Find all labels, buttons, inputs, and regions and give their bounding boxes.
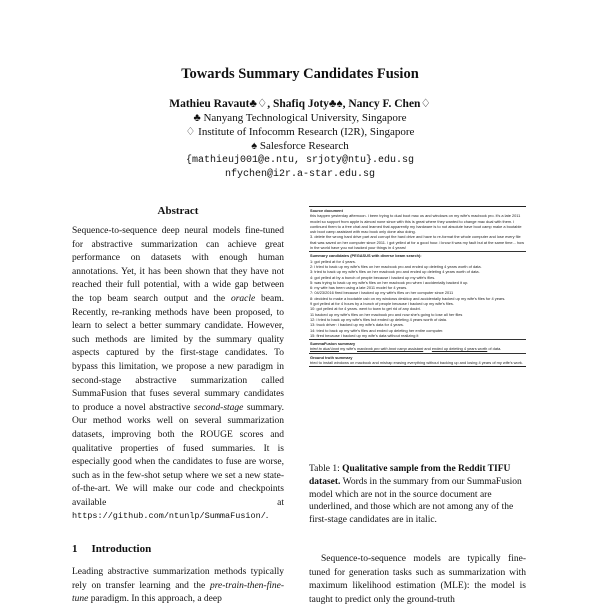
table-row: 13: truck driver: i backed up my wife's data for 4 years. bbox=[310, 322, 404, 328]
table-ground-truth-header: Ground truth summary bbox=[310, 354, 353, 360]
table-row: 12: i tried to back up my wife's files but ended up deleting 4 years worth of data. bbox=[310, 316, 447, 322]
table-caption: Table 1: Qualitative sample from the Reddit TIFU dataset. Words in the summary from our SummaFusion model which are not in the source document are underlined, and those which are not among any of the first-stage candidates are in italic. bbox=[309, 464, 522, 526]
introduction-body: Leading abstractive summarization methods typically rely on transfer learning and the pre-train-then-fine-tune paradigm. In this approach, a deep bbox=[72, 567, 284, 604]
table-row: 9 got yelled at for 4 hours by a bunch of people because i backed up my wife's files. bbox=[310, 301, 454, 307]
table-ground-truth-text: tried to install windows on macbook and mishap erasing everything without backing up and losing 4 years of my wife's work. bbox=[310, 360, 523, 366]
section-heading-introduction: 1 Introduction bbox=[72, 543, 152, 555]
table-row: 5: was trying to back up my wife's files on her macbook pro when i accidentally backed it up. bbox=[310, 279, 469, 285]
code-link[interactable]: https://github.com/ntunlp/SummaFusion/ bbox=[72, 511, 266, 522]
right-column-body: Sequence-to-sequence models are typically fine-tuned for generation tasks such as summarization with maximum likelihood estimation (MLE): the model is taught to predict only the ground-truth bbox=[309, 554, 526, 605]
table-row: 11 backed up my wife's files on her macbook pro and now she's going to lose all her files bbox=[310, 311, 463, 317]
table-source-section bbox=[309, 206, 526, 251]
table-row: 8: decided to make a bootable usb on my windows desktop and accidentally backed up my wife's files for 4 years. bbox=[310, 295, 506, 301]
table-summafusion-text: tried to dual boot my wife's macbook pro with boot camp assistant and ended up deleting 4 years worth of data. bbox=[310, 346, 502, 352]
email-line-2: nfychen@i2r.a-star.edu.sg bbox=[224, 169, 376, 180]
table-row: 6: my wife has been using a late 2011 model for 4 years. bbox=[310, 285, 408, 291]
table-ground-truth-section bbox=[309, 353, 526, 368]
table-source-text-2: 3. delete the wrong hard drive part and corrupt the hard drive and have to re-format the whole computer and lose every file that was saved on her computer since 2011. i got yelled at for a good hour. i know it was my fault but at the same time... how in the world have you not backed your things in 4 years! bbox=[310, 234, 525, 251]
table-summafusion-header: SummaFusion summary bbox=[310, 341, 356, 347]
authors: Mathieu Ravaut♣♢, Shafiq Joty♣♠, Nancy F. Chen♢ bbox=[169, 98, 431, 110]
table-row: 3: tried to back up my wife's files on her macbook pro and ended up deleting 4 years worth of data. bbox=[310, 269, 480, 275]
table-summafusion-section bbox=[309, 339, 526, 353]
abstract-body: Sequence-to-sequence deep neural models fine-tuned for abstractive summarization can achieve great performance on datasets with enough human annotations. Yet, it has been shown that they have not reached their full potential, with a wide gap between the top beam search output and the oracle beam. Recently, re-ranking methods have been proposed, to learn to select a better summary candidate. However, such methods are limited by the summary quality aspects captured by the first-stage candidates. To bypass this limitation, we propose a new paradigm in second-stage abstractive summarization called SummaFusion that fuses several summary candidates to produce a novel abstractive second-stage summary. Our method works well on several summarization datasets, improving both the ROUGE scores and qualitative properties of fused summaries. It is especially good when the candidates to fuse are worse, such as in the few-shot setup where we set a new state-of-the-art. We will make our code and checkpoints available at https://github.com/ntunlp/SummaFusion/. bbox=[72, 226, 284, 522]
table-candidates-section bbox=[309, 251, 526, 339]
table-row: 15: fired because i backed up my wife's data without realizing it bbox=[310, 332, 419, 338]
table-candidates-header: Summary candidates (PEGASUS with diverse beam search): bbox=[310, 253, 422, 259]
email-line-1: {mathieuj001@e.ntu, srjoty@ntu}.edu.sg bbox=[185, 155, 415, 166]
table-row: 2: i tried to back up my wife's files on her macbook pro and ended up deleting 4 years worth of data. bbox=[310, 263, 482, 269]
table-row: 10: got yelled at for 4 years. went to town to get rid of any doubt. bbox=[310, 306, 421, 312]
affiliation-salesforce: ♠ Salesforce Research bbox=[251, 140, 349, 152]
table-row: 1: got yelled at for 4 years. bbox=[310, 258, 356, 264]
table-source-header: Source document bbox=[310, 208, 343, 213]
abstract-heading: Abstract bbox=[157, 205, 199, 217]
table-source-text: this happen yesterday afternoon. i been trying to dual boot mac os and windows on my wife's macbook pro. it's a late 2011 model so support from apple is almost none since with this is great where they wanted to change mac dual with them. i continued them to a free chat and learned that apparently my hardware is to not absolute have boot camp make a bootable usb boot camp assistant with mac book only done also doing. bbox=[310, 213, 522, 235]
paper-title: Towards Summary Candidates Fusion bbox=[181, 66, 419, 82]
qualitative-sample-table bbox=[309, 206, 526, 367]
table-row: 14: tried to back up my wife's files and ended up deleting her entire computer. bbox=[310, 327, 444, 333]
affiliation-ntu: ♣ Nanyang Technological University, Singapore bbox=[193, 112, 407, 124]
table-row: 4: got yelled at by a bunch of people because i backed up my wife's files. bbox=[310, 274, 436, 280]
table-row: 7: 04/23/2016 fired because i backed up my wife's files on her computer since 2011 bbox=[310, 290, 454, 296]
affiliation-i2r: ♢ Institute of Infocomm Research (I2R), Singapore bbox=[185, 126, 415, 138]
